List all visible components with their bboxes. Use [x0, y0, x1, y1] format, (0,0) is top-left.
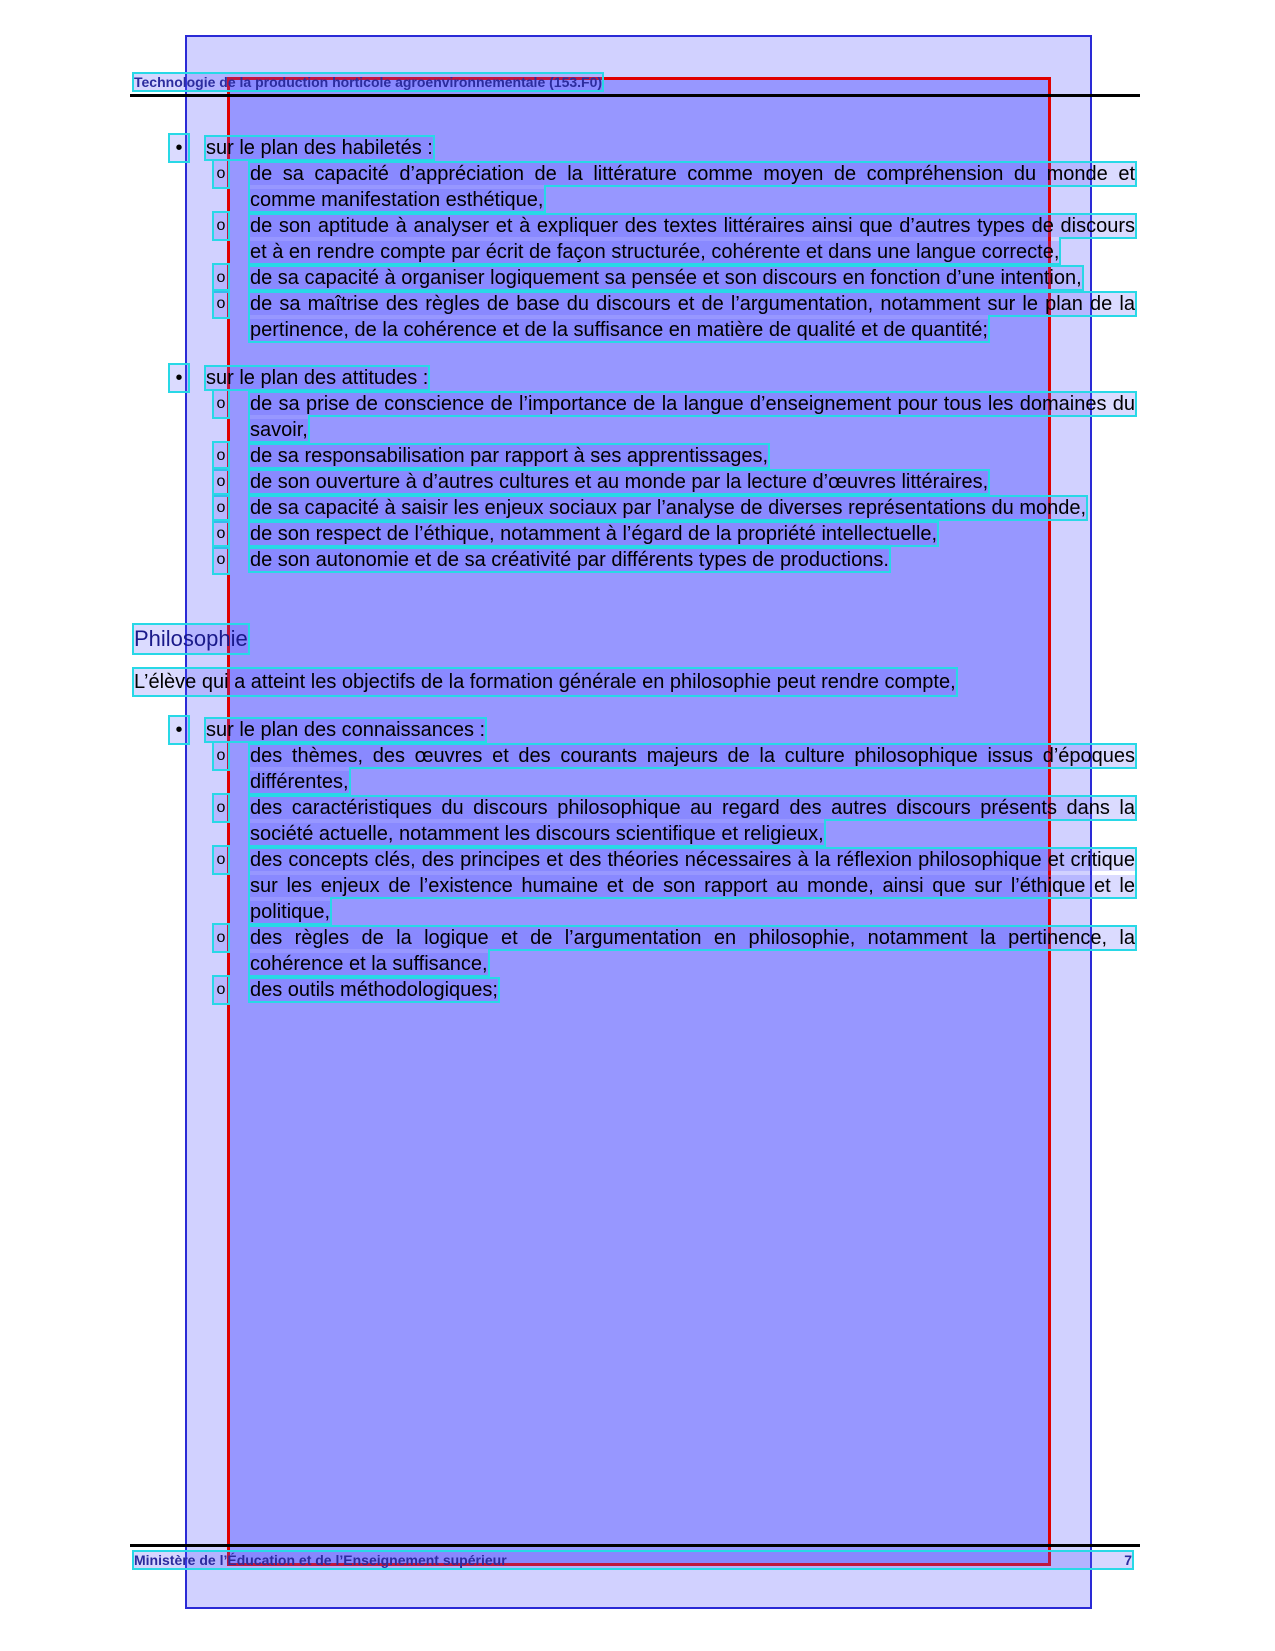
sub-item-text: de son ouverture à d’autres cultures et au monde par la lecture d’œuvres littéraires,: [250, 471, 989, 493]
circle-bullet-icon: o: [214, 743, 228, 769]
sub-list-item: [216, 443, 1135, 469]
bullet-icon: •: [170, 135, 188, 161]
sub-item-text: de son respect de l’éthique, notamment à l’égard de la propriété intellectuelle,: [250, 523, 938, 545]
sub-item-text: de sa capacité d’appréciation de la littérature comme moyen de compréhension du monde et comme manifestation esthétique,: [250, 163, 1135, 211]
sub-item-text: des règles de la logique et de l’argumentation en philosophie, notamment la pertinence, la cohérence et la suffisance,: [250, 927, 1135, 975]
sub-list-item: [216, 213, 1135, 265]
circle-bullet-icon: o: [214, 547, 228, 573]
sub-item-text: de sa capacité à saisir les enjeux sociaux par l’analyse de diverses représentations du monde,: [250, 497, 1087, 519]
footer-rule: [130, 1544, 1140, 1547]
sub-item-text: des concepts clés, des principes et des théories nécessaires à la réflexion philosophique et critique sur les enjeux de l’existence humaine et de son rapport au monde, ainsi que sur l’éthique et le politique,: [250, 849, 1135, 923]
sub-list-item: [216, 469, 1135, 495]
sub-list-item: [216, 547, 1135, 573]
sub-list-item: [216, 977, 1135, 1003]
document-body: [134, 135, 1134, 1003]
section-intro: L’élève qui a atteint les objectifs de la formation générale en philosophie peut rendre compte,: [134, 671, 956, 693]
list-label: sur le plan des habiletés :: [206, 137, 433, 159]
circle-bullet-icon: o: [214, 469, 228, 495]
list-label: sur le plan des attitudes :: [206, 367, 429, 389]
sub-list-item: [216, 743, 1135, 795]
list-item-habiletes: [170, 135, 1134, 161]
sub-item-text: de sa prise de conscience de l’importance de la langue d’enseignement pour tous les domaines du savoir,: [250, 393, 1135, 441]
circle-bullet-icon: o: [214, 521, 228, 547]
circle-bullet-icon: o: [214, 795, 228, 821]
circle-bullet-icon: o: [214, 161, 228, 187]
sub-list-item: [216, 161, 1135, 213]
sub-list-item: [216, 265, 1135, 291]
sub-list-item: [216, 495, 1135, 521]
circle-bullet-icon: o: [214, 443, 228, 469]
circle-bullet-icon: o: [214, 977, 228, 1003]
spacer: [134, 695, 1134, 717]
section-title-philosophie: Philosophie: [134, 626, 248, 651]
circle-bullet-icon: o: [214, 265, 228, 291]
circle-bullet-icon: o: [214, 391, 228, 417]
sub-item-text: des caractéristiques du discours philosophique au regard des autres discours présents dans la société actuelle, notamment les discours scientifique et religieux,: [250, 797, 1135, 845]
sub-item-text: des thèmes, des œuvres et des courants majeurs de la culture philosophique issus d’époques différentes,: [250, 745, 1135, 793]
header-rule: [130, 94, 1140, 97]
sub-item-text: de sa maîtrise des règles de base du discours et de l’argumentation, notamment sur le plan de la pertinence, de la cohérence et de la suffisance en matière de qualité et de quantité;: [250, 293, 1135, 341]
sub-item-text: de sa responsabilisation par rapport à ses apprentissages,: [250, 445, 769, 467]
spacer: [134, 573, 1134, 625]
list-label: sur le plan des connaissances :: [206, 719, 486, 741]
bullet-icon: •: [170, 365, 188, 391]
list-item-connaissances: [170, 717, 1134, 743]
page-number: 7: [1124, 1552, 1132, 1568]
sub-list-item: [216, 795, 1135, 847]
sub-item-text: de son autonomie et de sa créativité par différents types de productions.: [250, 549, 889, 571]
sub-list-item: [216, 291, 1135, 343]
sub-list-item: [216, 391, 1135, 443]
sub-list-item: [216, 847, 1135, 925]
circle-bullet-icon: o: [214, 213, 228, 239]
circle-bullet-icon: o: [214, 925, 228, 951]
bullet-icon: •: [170, 717, 188, 743]
sub-item-text: de sa capacité à organiser logiquement sa pensée et son discours en fonction d’une intention,: [250, 267, 1082, 289]
sub-list-item: [216, 925, 1135, 977]
circle-bullet-icon: o: [214, 847, 228, 873]
sub-item-text: de son aptitude à analyser et à expliquer des textes littéraires ainsi que d’autres types de discours et à en rendre compte par écrit de façon structurée, cohérente et dans une langue correcte,: [250, 215, 1135, 263]
sub-list-item: [216, 521, 1135, 547]
footer-ministry: Ministère de l’Éducation et de l’Enseignement supérieur: [134, 1552, 507, 1568]
running-footer: [134, 1552, 1132, 1568]
spacer: [134, 343, 1134, 365]
list-item-attitudes: [170, 365, 1134, 391]
circle-bullet-icon: o: [214, 495, 228, 521]
sub-item-text: des outils méthodologiques;: [250, 979, 498, 1001]
circle-bullet-icon: o: [214, 291, 228, 317]
running-header: Technologie de la production horticole agroenvironnementale (153.F0): [134, 74, 603, 90]
